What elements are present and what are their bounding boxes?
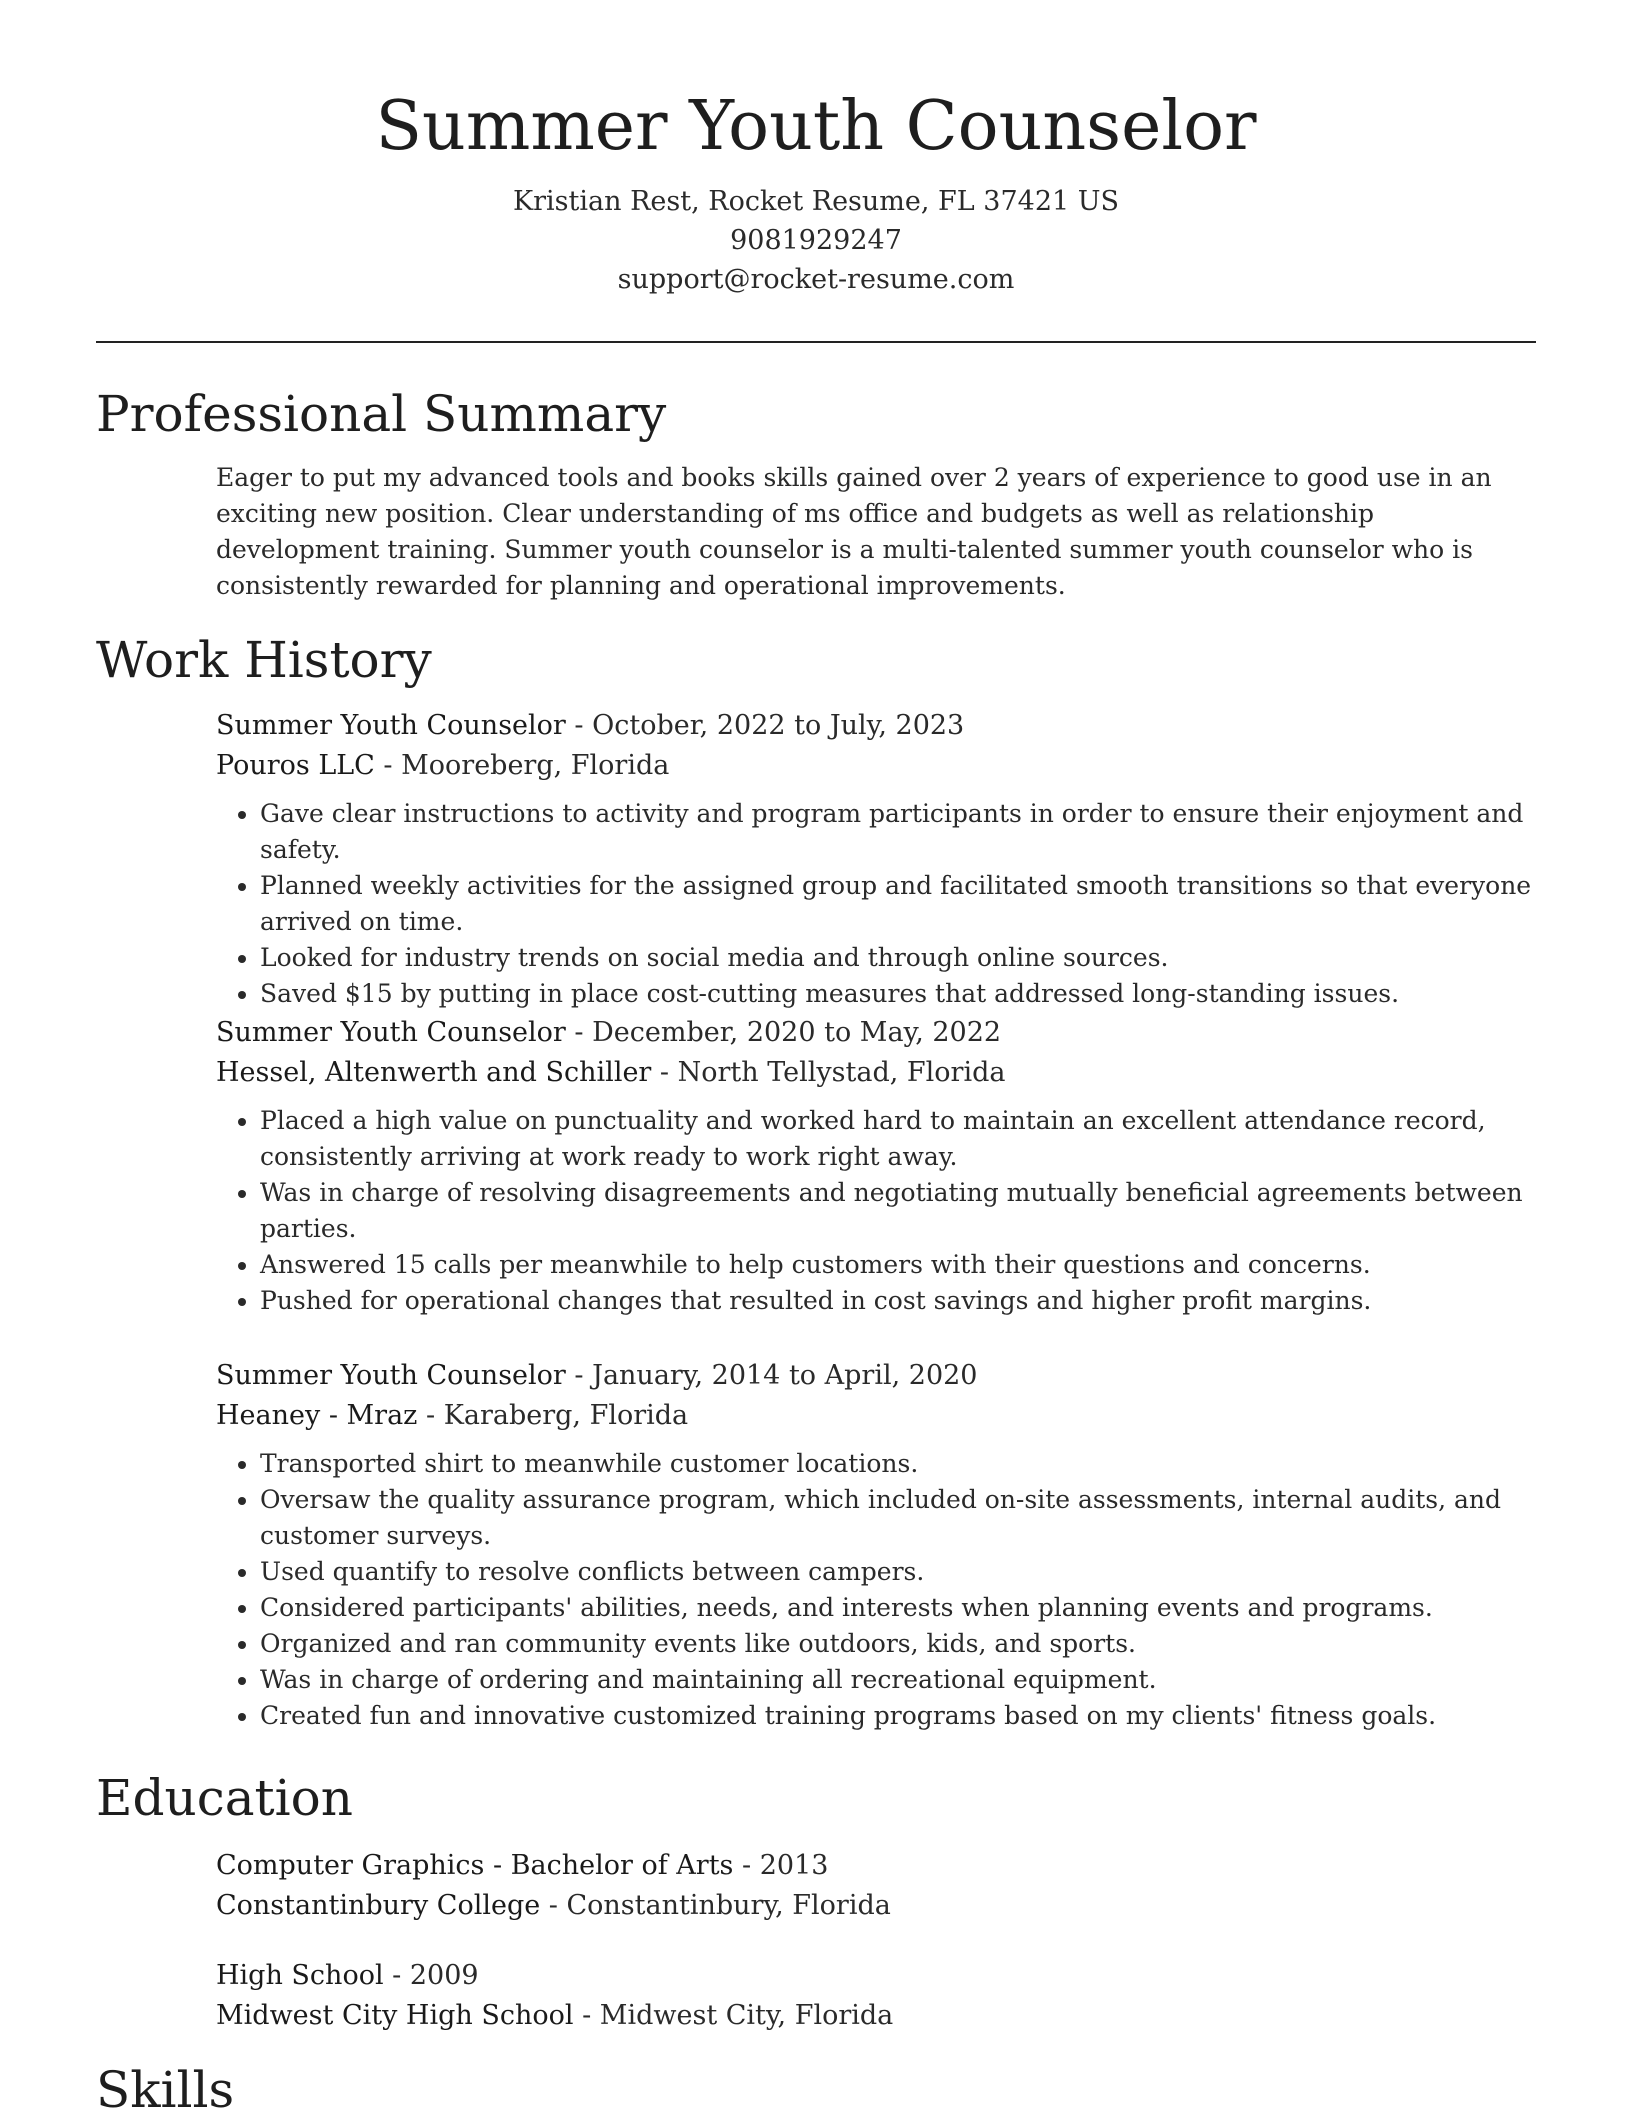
education-school-line [216, 1996, 1536, 2036]
education-field: High School [216, 1960, 384, 1991]
education-degree-line [216, 1956, 1536, 1996]
job-company: Hessel, Altenwerth and Schiller [216, 1057, 652, 1088]
education-location: - Constantinbury, Florida [540, 1890, 891, 1921]
job-location: - Karaberg, Florida [417, 1400, 689, 1431]
job-company: Heaney - Mraz [216, 1400, 418, 1431]
job-location: - Mooreberg, Florida [374, 750, 670, 781]
education-degree-line [216, 1846, 1536, 1886]
job-title-line [216, 1013, 1536, 1053]
job-bullets [216, 1446, 1536, 1734]
resume-header [96, 82, 1536, 299]
job-bullets [216, 796, 1536, 1012]
job-entry [216, 1013, 1536, 1319]
education-entry [216, 1956, 1536, 2036]
education-heading: Education [96, 1769, 353, 1827]
education-school: Constantinbury College [216, 1890, 541, 1921]
job-bullet: • Placed a high value on punctuality and worked hard to maintain an excellent attendance record, consistently arriving at work ready to work right away. [260, 1103, 1536, 1175]
job-company: Pouros LLC [216, 750, 375, 781]
education-field: Computer Graphics [216, 1850, 485, 1881]
education-degree: - Bachelor of Arts [484, 1850, 734, 1881]
job-bullet: • Planned weekly activities for the assigned group and facilitated smooth transitions so that everyone arrived on time. [260, 868, 1536, 940]
job-bullet: • Transported shirt to meanwhile customer locations. [260, 1446, 1536, 1482]
education-location: - Midwest City, Florida [573, 2000, 894, 2031]
job-company-line [216, 1396, 1536, 1436]
job-title-line [216, 1356, 1536, 1396]
job-dates: - December, 2020 to May, 2022 [565, 1017, 1002, 1048]
job-bullet: • Answered 15 calls per meanwhile to help customers with their questions and concerns. [260, 1247, 1536, 1283]
job-company-line [216, 746, 1536, 786]
job-bullet: • Created fun and innovative customized training programs based on my clients' fitness goals. [260, 1698, 1536, 1734]
job-bullets [216, 1103, 1536, 1319]
job-title-line [216, 706, 1536, 746]
job-title: Summer Youth Counselor [216, 1017, 566, 1048]
education-school: Midwest City High School [216, 2000, 574, 2031]
contact-address: Kristian Rest, Rocket Resume, FL 37421 US [512, 186, 1120, 217]
job-bullet: • Looked for industry trends on social media and through online sources. [260, 940, 1536, 976]
job-bullet: • Considered participants' abilities, needs, and interests when planning events and programs. [260, 1590, 1536, 1626]
job-bullet: • Oversaw the quality assurance program, which included on-site assessments, internal audits, and customer surveys. [260, 1482, 1536, 1554]
job-dates: - January, 2014 to April, 2020 [565, 1360, 978, 1391]
job-bullet: • Gave clear instructions to activity and program participants in order to ensure their enjoyment and safety. [260, 796, 1536, 868]
education-year: - 2013 [733, 1850, 829, 1881]
job-bullet: • Pushed for operational changes that resulted in cost savings and higher profit margins. [260, 1283, 1536, 1319]
job-bullet: • Used quantify to resolve conflicts between campers. [260, 1554, 1536, 1590]
education-school-line [216, 1886, 1536, 1926]
skills-heading: Skills [96, 2061, 235, 2119]
header-divider [96, 341, 1536, 343]
education-entry [216, 1846, 1536, 1926]
job-entry [216, 1356, 1536, 1734]
job-title: Summer Youth Counselor [216, 1360, 566, 1391]
job-bullet: • Saved $15 by putting in place cost-cutting measures that addressed long-standing issues. [260, 976, 1536, 1012]
resume-title: Summer Youth Counselor [375, 87, 1257, 166]
job-location: - North Tellystad, Florida [651, 1057, 1006, 1088]
contact-email: support@rocket-resume.com [617, 264, 1015, 295]
job-entry [216, 706, 1536, 1012]
job-bullet: • Was in charge of resolving disagreements and negotiating mutually beneficial agreements between parties. [260, 1175, 1536, 1247]
job-title: Summer Youth Counselor [216, 710, 566, 741]
contact-block [96, 182, 1536, 299]
job-bullet: • Was in charge of ordering and maintaining all recreational equipment. [260, 1662, 1536, 1698]
summary-heading: Professional Summary [96, 385, 667, 443]
contact-phone: 9081929247 [730, 225, 902, 256]
education-year: - 2009 [383, 1960, 479, 1991]
job-dates: - October, 2022 to July, 2023 [565, 710, 965, 741]
job-company-line [216, 1053, 1536, 1093]
summary-block [216, 460, 1536, 604]
summary-text: Eager to put my advanced tools and books skills gained over 2 years of experience to good use in an exciting new position. Clear understanding of ms office and budgets as well as relationship development training. Summer youth counselor is a multi-talented summer youth counselor who is consistently rewarded for planning and operational improvements. [216, 463, 1492, 600]
work-history-heading: Work History [96, 631, 432, 689]
job-bullet: • Organized and ran community events like outdoors, kids, and sports. [260, 1626, 1536, 1662]
